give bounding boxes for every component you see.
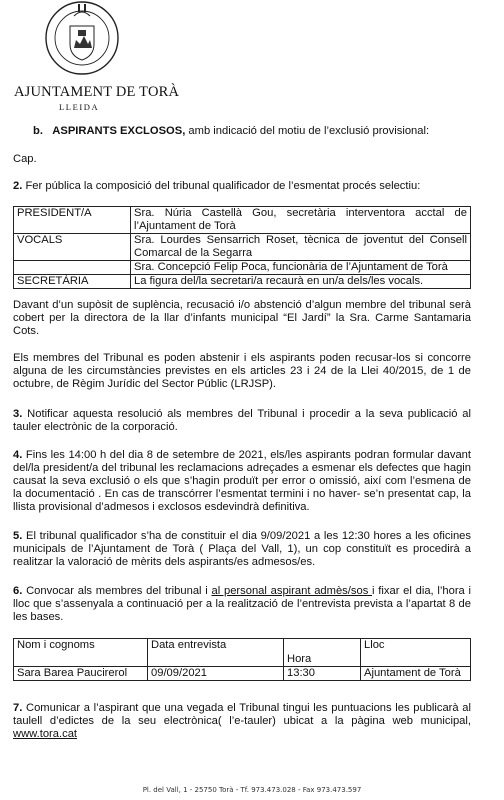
section-b-title: ASPIRANTS EXCLOSOS, xyxy=(52,125,186,137)
cell-date: 09/09/2021 xyxy=(148,667,284,681)
suplencia-paragraph: Davant d’un supòsit de suplència, recusació i/o abstenció d’algun membre del tribunal serà cobert per la directora de la llar d’infants municipal “El Jardí” la Sra. Carme Santamaria Cots. xyxy=(13,299,471,337)
point-3-num: 3. xyxy=(13,408,23,420)
table-row xyxy=(14,234,471,261)
header-place: Lloc xyxy=(361,639,471,667)
point-3 xyxy=(13,408,471,434)
point-6-underlined: al personal aspirant admès/sos xyxy=(211,585,373,597)
town-seal xyxy=(40,0,124,80)
org-place: LLEIDA xyxy=(59,102,100,112)
tribunal-role: SECRETÀRIA xyxy=(14,275,131,289)
tribunal-desc: Sra. Núria Castellà Gou, secretària interventora acctal de l’Ajuntament de Torà xyxy=(131,207,471,234)
table-row xyxy=(14,207,471,234)
website-link[interactable]: www.tora.cat xyxy=(13,728,78,740)
table-row xyxy=(14,667,471,681)
point-6 xyxy=(13,585,471,624)
point-2-num: 2. xyxy=(13,180,23,192)
point-2-text: Fer pública la composició del tribunal qualificador de l’esmentat procés selectiu: xyxy=(22,180,421,192)
point-4-text: Fins les 14:00 h del dia 8 de setembre de 2021, els/les aspirants podran formular davant del/la president/a del tribunal les reclamacions adreçades a esmenar els defectes que hagin causat la seva exclusió o els que s’hagin produït per error o omissió, així com l’esmena de la documentació . En cas de transcórrer l’esmentat termini i no haver- se’n presentat cap, la llista provisional d’admesos i exclosos esdevindrà definitiva. xyxy=(13,449,471,513)
point-5-text: El tribunal qualificador s’ha de constituir el dia 9/09/2021 a les 12:30 hores a les oficines municipals de l’Ajuntament de Torà ( Plaça del Vall, 1), un cop constituït es procedirà a realitzar la valoració de mèrits dels aspirants/es admesos/es. xyxy=(13,530,471,568)
point-5-num: 5. xyxy=(13,530,23,542)
point-3-text: Notificar aquesta resolució als membres del Tribunal i procedir a la seva publicació al tauler electrònic de la corporació. xyxy=(13,408,471,433)
table-row xyxy=(14,275,471,289)
tribunal-table xyxy=(13,206,471,289)
header-hour: Hora xyxy=(284,639,361,667)
point-6-text-b: i fixar el dia, l’hora i lloc que s’assenyala a continuació per a la realització de l’entrevista prevista a l’apartat 8 de les bases. xyxy=(13,585,472,623)
point-4 xyxy=(13,449,471,514)
tribunal-role: PRESIDENT/A xyxy=(14,207,131,234)
header-date: Data entrevista xyxy=(148,639,284,667)
cell-place: Ajuntament de Torà xyxy=(361,667,471,681)
table-row xyxy=(14,261,471,275)
tribunal-desc: La figura del/la secretari/a recaurà en un/a dels/les vocals. xyxy=(131,275,471,289)
point-6-text-a: Convocar als membres del tribunal i xyxy=(22,585,212,597)
point-2 xyxy=(13,180,471,193)
point-7-text: Comunicar a l’aspirant que una vegada el Tribunal tingui les puntuacions les publicarà al taulell d’edictes de la seu electrònica( l’e-tauler) ubicat a la pàgina web municipal, xyxy=(13,702,471,727)
tribunal-desc: Sra. Concepció Felip Poca, funcionària de l’Ajuntament de Torà xyxy=(131,261,471,275)
table-header-row xyxy=(14,639,471,667)
point-6-num: 6. xyxy=(13,585,23,597)
section-b-text: amb indicació del motiu de l’exclusió provisional: xyxy=(185,125,430,137)
point-7-num: 7. xyxy=(13,702,23,714)
cell-hour: 13:30 xyxy=(284,667,361,681)
section-b-heading xyxy=(33,125,491,138)
tribunal-desc: Sra. Lourdes Sensarrich Roset, tècnica de joventut del Consell Comarcal de la Segarra xyxy=(131,234,471,261)
abstenir-paragraph: Els membres del Tribunal es poden abstenir i els aspirants poden recusar-los si concorre alguna de les circumstàncies previstes en els articles 23 i 24 de la Llei 40/2015, de 1 de octubre, de Règim Jurídic del Sector Públic (LRJSP). xyxy=(13,352,471,390)
org-name: AJUNTAMENT DE TORÀ xyxy=(14,84,180,100)
tribunal-role: VOCALS xyxy=(14,234,131,261)
interview-table xyxy=(13,638,471,681)
point-7 xyxy=(13,702,471,741)
cell-name: Sara Barea Paucirerol xyxy=(14,667,148,681)
point-5 xyxy=(13,530,471,569)
section-b-label: b. xyxy=(33,125,43,137)
section-b-answer: Cap. xyxy=(13,153,37,165)
header-name: Nom i cognoms xyxy=(14,639,148,667)
point-4-num: 4. xyxy=(13,449,23,461)
tribunal-role xyxy=(14,261,131,275)
footer-address: Pl. del Vall, 1 - 25750 Torà - Tf. 973.473.028 - Fax 973.473.597 xyxy=(142,786,362,794)
